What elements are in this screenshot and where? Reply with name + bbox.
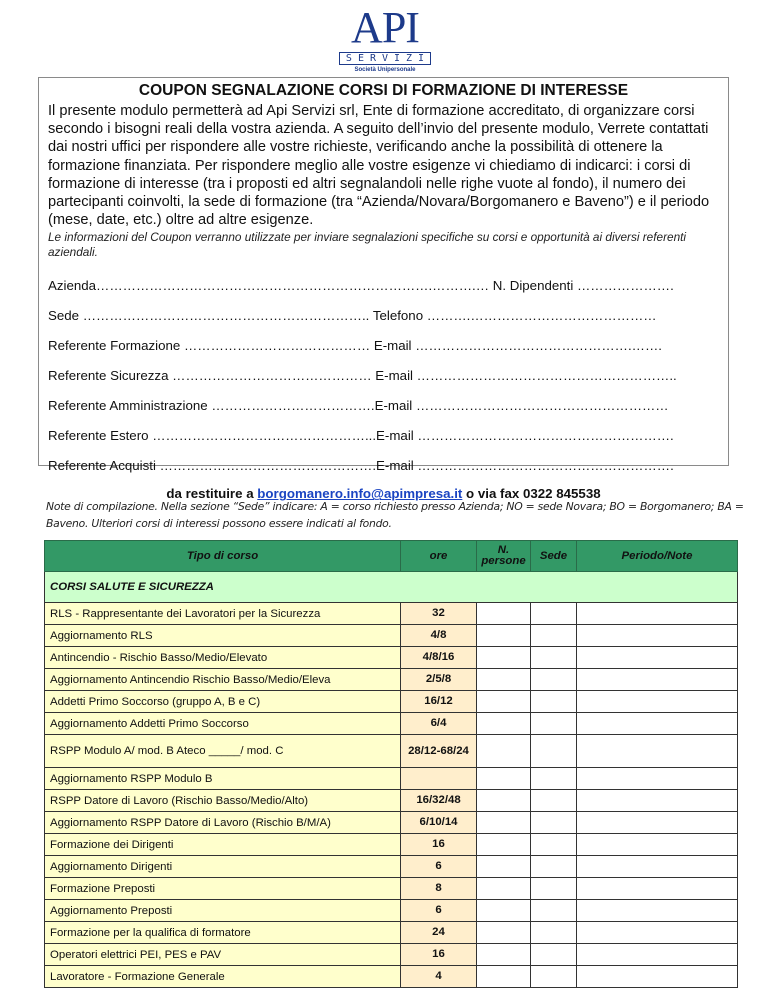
course-hours-cell: 6 [401, 900, 477, 922]
course-hours-cell: 6/4 [401, 713, 477, 735]
field-azienda[interactable]: Azienda………………………………………………………………….……….… N. Dipendenti …………………. [48, 278, 674, 294]
course-hours-cell: 28/12-68/24 [401, 735, 477, 768]
site-input-cell[interactable] [531, 669, 577, 691]
people-input-cell[interactable] [477, 966, 531, 988]
period-notes-input-cell[interactable] [577, 768, 738, 790]
people-input-cell[interactable] [477, 625, 531, 647]
table-row [45, 691, 738, 713]
site-input-cell[interactable] [531, 625, 577, 647]
logo-sub-text: SERVIZI [339, 52, 431, 65]
return-prefix: da restituire a [166, 486, 258, 502]
site-input-cell[interactable] [531, 735, 577, 768]
table-row [45, 625, 738, 647]
course-name-cell: Aggiornamento RLS [45, 625, 401, 647]
site-input-cell[interactable] [531, 768, 577, 790]
course-name-cell: Aggiornamento Antincendio Rischio Basso/Medio/Eleva [45, 669, 401, 691]
coupon-intro: Il presente modulo permetterà ad Api Servizi srl, Ente di formazione accreditato, di organizzare corsi secondo i bisogni reali della vostra azienda. A seguito dell’invio del presente modulo, Verrete contattati dai nostri uffici per rispondere alle vostre richieste, verificando anche la possibilità di ottenere la formazione finanziata. Per rispondere meglio alle vostre esigenze vi chiediamo di indicarci: i corsi di formazione di interesse (tra i proposti ed altri segnalandoli nelle righe vuote al fondo), il numero dei partecipanti coinvolti, la sede di formazione (tra “Azienda/Novara/Borgomanero e Baveno”) e il periodo (mese, date, etc.) oltre ad altre esigenze. [48, 103, 710, 229]
table-row [45, 790, 738, 812]
course-name-cell: RSPP Modulo A/ mod. B Ateco _____/ mod. C [45, 735, 401, 768]
period-notes-input-cell[interactable] [577, 812, 738, 834]
site-input-cell[interactable] [531, 647, 577, 669]
period-notes-input-cell[interactable] [577, 966, 738, 988]
people-input-cell[interactable] [477, 944, 531, 966]
people-input-cell[interactable] [477, 834, 531, 856]
section-row-health-safety [45, 572, 738, 603]
people-input-cell[interactable] [477, 691, 531, 713]
period-notes-input-cell[interactable] [577, 735, 738, 768]
period-notes-input-cell[interactable] [577, 922, 738, 944]
period-notes-input-cell[interactable] [577, 856, 738, 878]
people-input-cell[interactable] [477, 790, 531, 812]
period-notes-input-cell[interactable] [577, 669, 738, 691]
course-name-cell: Aggiornamento Addetti Primo Soccorso [45, 713, 401, 735]
return-suffix: o via fax 0322 845538 [462, 486, 601, 502]
course-name-cell: Formazione dei Dirigenti [45, 834, 401, 856]
table-row [45, 900, 738, 922]
field-referente-formazione[interactable]: Referente Formazione …………………………………… E-mail ………………………………………….……. [48, 338, 662, 354]
table-row [45, 603, 738, 625]
table-row [45, 878, 738, 900]
course-hours-cell: 24 [401, 922, 477, 944]
course-name-cell: Aggiornamento Dirigenti [45, 856, 401, 878]
course-name-cell: Aggiornamento RSPP Datore di Lavoro (Rischio B/M/A) [45, 812, 401, 834]
table-row [45, 856, 738, 878]
field-referente-estero[interactable]: Referente Estero …………………………………………...E-mail …………………………………………………. [48, 428, 674, 444]
header-period-notes: Periodo/Note [577, 541, 738, 572]
people-input-cell[interactable] [477, 669, 531, 691]
course-name-cell: Operatori elettrici PEI, PES e PAV [45, 944, 401, 966]
table-row [45, 669, 738, 691]
course-name-cell: Lavoratore - Formazione Generale [45, 966, 401, 988]
site-input-cell[interactable] [531, 713, 577, 735]
people-input-cell[interactable] [477, 812, 531, 834]
period-notes-input-cell[interactable] [577, 713, 738, 735]
site-input-cell[interactable] [531, 834, 577, 856]
table-row [45, 768, 738, 790]
header-site: Sede [531, 541, 577, 572]
period-notes-input-cell[interactable] [577, 900, 738, 922]
course-name-cell: Aggiornamento RSPP Modulo B [45, 768, 401, 790]
course-hours-cell: 2/5/8 [401, 669, 477, 691]
people-input-cell[interactable] [477, 647, 531, 669]
site-input-cell[interactable] [531, 966, 577, 988]
period-notes-input-cell[interactable] [577, 625, 738, 647]
period-notes-input-cell[interactable] [577, 790, 738, 812]
field-referente-sicurezza[interactable]: Referente Sicurezza ……………………………………… E-mail ………………………………………………….. [48, 368, 677, 384]
course-hours-cell: 4 [401, 966, 477, 988]
course-hours-cell: 32 [401, 603, 477, 625]
people-input-cell[interactable] [477, 856, 531, 878]
return-email-link[interactable]: borgomanero.info@apimpresa.it [257, 486, 463, 502]
course-hours-cell: 16 [401, 944, 477, 966]
site-input-cell[interactable] [531, 878, 577, 900]
people-input-cell[interactable] [477, 735, 531, 768]
privacy-note: Le informazioni del Coupon verranno utilizzate per inviare segnalazioni specifiche su corsi e opportunità ai diversi referenti aziendali. [48, 230, 687, 260]
people-input-cell[interactable] [477, 713, 531, 735]
table-row [45, 812, 738, 834]
course-name-cell: Formazione per la qualifica di formatore [45, 922, 401, 944]
period-notes-input-cell[interactable] [577, 834, 738, 856]
field-referente-amministrazione[interactable]: Referente Amministrazione ……………………………….E-mail ………………………………………………… [48, 398, 669, 414]
site-input-cell[interactable] [531, 691, 577, 713]
course-name-cell: Antincendio - Rischio Basso/Medio/Elevato [45, 647, 401, 669]
site-input-cell[interactable] [531, 812, 577, 834]
people-input-cell[interactable] [477, 603, 531, 625]
course-name-cell: Formazione Preposti [45, 878, 401, 900]
compilation-notes: Note di compilazione. Nella sezione “Sede” indicare: A = corso richiesto presso Azienda; NO = sede Novara; BO = Borgomanero; BA = Baveno. Ulteriori corsi di interessi possono essere indicati al fondo. [46, 500, 744, 530]
course-name-cell: RLS - Rappresentante dei Lavoratori per la Sicurezza [45, 603, 401, 625]
period-notes-input-cell[interactable] [577, 647, 738, 669]
site-input-cell[interactable] [531, 790, 577, 812]
site-input-cell[interactable] [531, 922, 577, 944]
site-input-cell[interactable] [531, 603, 577, 625]
course-hours-cell: 8 [401, 878, 477, 900]
header-course-type: Tipo di corso [45, 541, 401, 572]
table-row [45, 922, 738, 944]
course-hours-cell: 4/8 [401, 625, 477, 647]
people-input-cell[interactable] [477, 878, 531, 900]
field-sede[interactable]: Sede ……………………………………………………….. Telefono ……….…………………………………… [48, 308, 657, 324]
site-input-cell[interactable] [531, 856, 577, 878]
people-input-cell[interactable] [477, 900, 531, 922]
course-hours-cell: 16/12 [401, 691, 477, 713]
logo-tagline: Società Unipersonale [354, 67, 416, 73]
table-row [45, 647, 738, 669]
coupon-title: COUPON SEGNALAZIONE CORSI DI FORMAZIONE DI INTERESSE [138, 82, 629, 99]
course-hours-cell: 6 [401, 856, 477, 878]
period-notes-input-cell[interactable] [577, 691, 738, 713]
header-hours: ore [401, 541, 477, 572]
table-row [45, 944, 738, 966]
section-title: CORSI SALUTE E SICUREZZA [45, 572, 738, 603]
people-input-cell[interactable] [477, 768, 531, 790]
course-hours-cell: 16/32/48 [401, 790, 477, 812]
course-name-cell: Aggiornamento Preposti [45, 900, 401, 922]
coupon-box [38, 77, 729, 502]
site-input-cell[interactable] [531, 900, 577, 922]
header-people: N. persone [477, 541, 531, 572]
period-notes-input-cell[interactable] [577, 878, 738, 900]
courses-table [44, 540, 738, 988]
course-hours-cell: 4/8/16 [401, 647, 477, 669]
api-servizi-logo [330, 3, 440, 73]
course-hours-cell [401, 768, 477, 790]
table-row [45, 735, 738, 768]
course-hours-cell: 6/10/14 [401, 812, 477, 834]
table-row [45, 713, 738, 735]
course-name-cell: Addetti Primo Soccorso (gruppo A, B e C) [45, 691, 401, 713]
course-name-cell: RSPP Datore di Lavoro (Rischio Basso/Medio/Alto) [45, 790, 401, 812]
period-notes-input-cell[interactable] [577, 603, 738, 625]
table-row [45, 966, 738, 988]
people-input-cell[interactable] [477, 922, 531, 944]
table-header-row [45, 541, 738, 572]
table-row [45, 834, 738, 856]
period-notes-input-cell[interactable] [577, 944, 738, 966]
course-hours-cell: 16 [401, 834, 477, 856]
logo-main-text: API [351, 3, 419, 52]
field-referente-acquisti[interactable]: Referente Acquisti ………………………………………….E-mail …………………………………………………. [48, 458, 674, 474]
site-input-cell[interactable] [531, 944, 577, 966]
